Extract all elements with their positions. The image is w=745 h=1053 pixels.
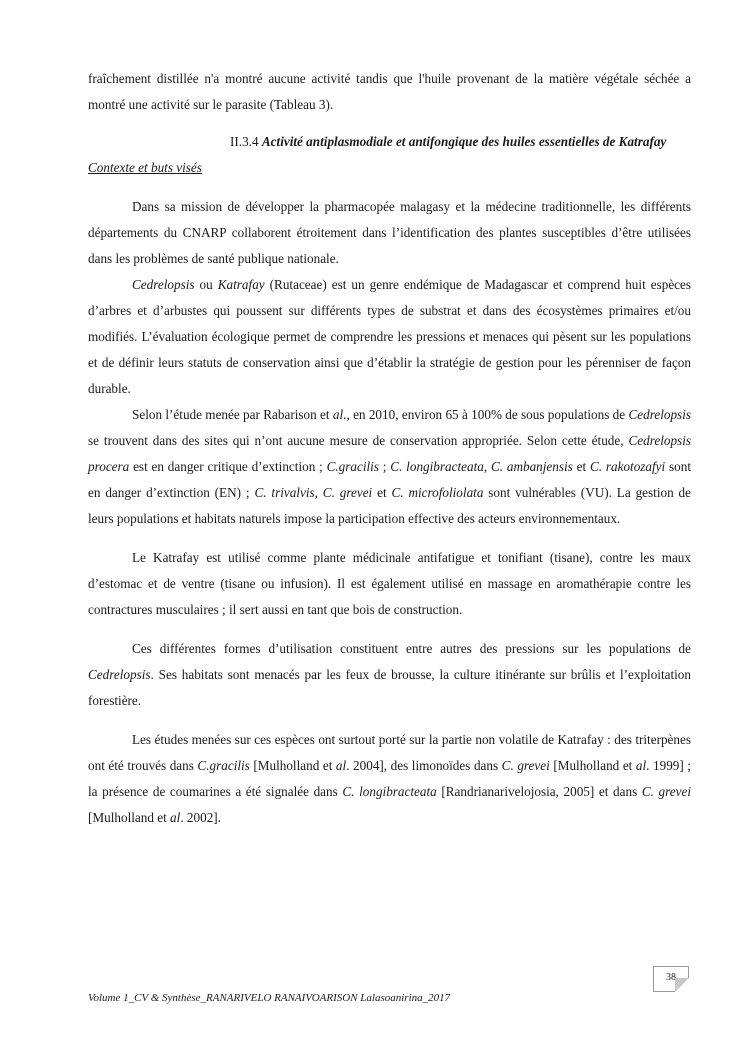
page-curl-icon xyxy=(675,978,689,992)
text-run: et xyxy=(572,459,590,474)
taxon-name: Katrafay xyxy=(217,277,265,292)
taxon-name: C.gracilis xyxy=(197,758,250,773)
text-run: se trouvent dans des sites qui n’ont aucune mesure de conservation appropriée. Selon cette étude, xyxy=(88,433,629,448)
taxon-name: C. longibracteata xyxy=(390,459,484,474)
section-heading xyxy=(230,129,691,155)
section-title: Activité antiplasmodiale et antifongique des huiles essentielles de Katrafay xyxy=(261,134,667,149)
text-run: ou xyxy=(194,277,218,292)
text-run: Ces différentes formes d’utilisation constituent entre autres des pressions sur les populations de xyxy=(132,641,691,656)
paragraph-3 xyxy=(88,402,691,532)
paragraph-2 xyxy=(88,272,691,402)
taxon-name: C. rakotozafyi xyxy=(589,459,666,474)
text-run: (Rutaceae) est un genre endémique de Madagascar et comprend huit espèces d’arbres et d’arbustes qui poussent sur différents types de substrat et dans des écosystèmes primaires et/ou modifiés. L’évaluation écologique permet de comprendre les pressions et menaces qui pèsent sur les populations et de définir leurs statuts de conservation ainsi que d’établir la stratégie de gestion pour les pérenniser de façon durable. xyxy=(88,277,692,396)
paragraph-4: Le Katrafay est utilisé comme plante médicinale antifatigue et tonifiant (tisane), contre les maux d’estomac et de ventre (tisane ou infusion). Il est également utilisé en massage en aromathérapie contre les contractures musculaires ; il sert aussi en tant que bois de construction. xyxy=(88,550,691,617)
taxon-name: C. trivalvis, C. grevei xyxy=(254,485,373,500)
text-run: [Mulholland et xyxy=(549,758,636,773)
text-run: et xyxy=(372,485,392,500)
taxon-name: Cedrelopsis xyxy=(132,277,195,292)
text-run: . 1999] ; la présence de coumarines a été signalée dans xyxy=(88,758,691,799)
text-run: . 2002]. xyxy=(180,810,221,825)
taxon-name: Cedrelopsis xyxy=(88,667,151,682)
text-run: sont vulnérables (VU). La gestion de leurs populations et habitats naturels impose la participation effective des acteurs environnementaux. xyxy=(88,485,691,526)
text-run: . 2004], des limonoïdes dans xyxy=(346,758,502,773)
subheading: Contexte et buts visés xyxy=(88,160,202,175)
text-run: al xyxy=(170,810,181,825)
text-run: al xyxy=(635,758,647,773)
text-run: sont en danger d’extinction (EN) ; xyxy=(88,459,691,500)
taxon-name: C. longibracteata xyxy=(342,784,437,799)
taxon-name: C. microfoliolata xyxy=(391,485,484,500)
text-run: [Mulholland et xyxy=(88,810,171,825)
text-run: , xyxy=(483,459,491,474)
intro-paragraph: fraîchement distillée n'a montré aucune activité tandis que l'huile provenant de la matière végétale séchée a montré une activité sur le parasite (Tableau 3). xyxy=(88,71,691,112)
text-run: Selon l’étude menée par Rabarison et xyxy=(132,407,333,422)
text-run: Les études menées sur ces espèces ont surtout porté sur la partie non volatile de Katrafay : des triterpènes ont été trouvés dans xyxy=(88,732,691,773)
taxon-name: C. ambanjensis xyxy=(490,459,573,474)
text-run: [Mulholland et xyxy=(249,758,336,773)
taxon-name: C. grevei xyxy=(641,784,691,799)
paragraph-1: Dans sa mission de développer la pharmacopée malagasy et la médecine traditionnelle, les différents départements du CNARP collaborent étroitement dans l’identification des plantes susceptibles d’être utilisées dans les problèmes de santé publique nationale. xyxy=(88,199,691,266)
taxon-name: C. grevei xyxy=(501,758,550,773)
taxon-name: C.gracilis xyxy=(326,459,379,474)
text-run: ; xyxy=(378,459,391,474)
text-run: al xyxy=(335,758,347,773)
page-number-box xyxy=(653,966,689,992)
paragraph-5 xyxy=(88,636,691,714)
text-run: . Ses habitats sont menacés par les feux de brousse, la culture itinérante sur brûlis et l’exploitation forestière. xyxy=(88,667,691,708)
text-run: [Randrianarivelojosia, 2005] et dans xyxy=(436,784,642,799)
text-run: ., en 2010, environ 65 à 100% de sous populations de xyxy=(343,407,629,422)
body-text xyxy=(88,66,691,831)
text-run: est en danger critique d’extinction ; xyxy=(129,459,327,474)
paragraph-6 xyxy=(88,727,691,831)
page-footer: Volume 1_CV & Synthèse_RANARIVELO RANAIVOARISON Lalasoanirina_2017 xyxy=(88,992,451,1004)
subheading-line xyxy=(88,155,691,181)
section-number: II.3.4 xyxy=(230,134,259,149)
text-run: al xyxy=(332,407,344,422)
taxon-name: Cedrelopsis xyxy=(628,407,691,422)
page-number: 38 xyxy=(666,972,676,983)
taxon-name: Cedrelopsis procera xyxy=(88,433,691,474)
